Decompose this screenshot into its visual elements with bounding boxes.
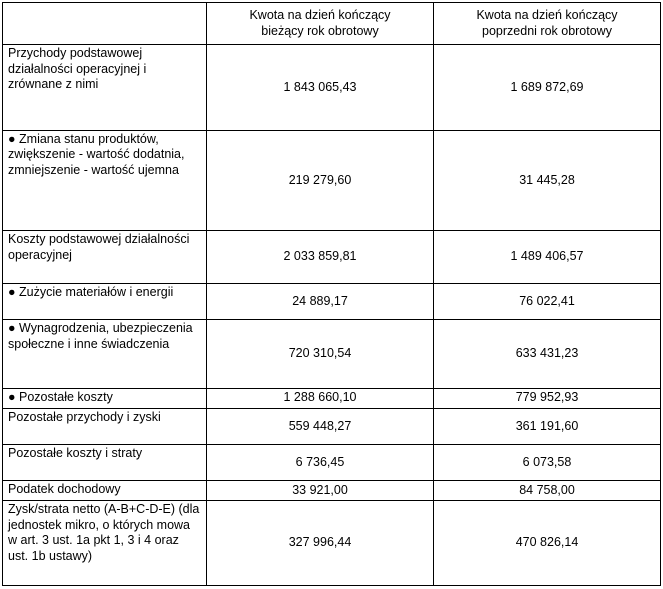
row-value-current: 1 843 065,43 xyxy=(207,45,434,131)
row-label: ● Zużycie materiałów i energii xyxy=(3,283,207,319)
row-label: Przychody podstawowej działalności operacyjnej i zrównane z nimi xyxy=(3,45,207,131)
row-value-current: 33 921,00 xyxy=(207,481,434,501)
row-label: ● Zmiana stanu produktów, zwiększenie - wartość dodatnia, zmniejszenie - wartość ujemna xyxy=(3,130,207,231)
header-row xyxy=(3,3,661,45)
row-value-current: 720 310,54 xyxy=(207,320,434,389)
table-row xyxy=(3,501,661,586)
table-row xyxy=(3,388,661,408)
row-label: ● Wynagrodzenia, ubezpieczenia społeczne i inne świadczenia xyxy=(3,320,207,389)
row-value-previous: 361 191,60 xyxy=(434,408,661,444)
row-label: Podatek dochodowy xyxy=(3,481,207,501)
row-value-previous: 6 073,58 xyxy=(434,444,661,480)
table-row xyxy=(3,444,661,480)
row-value-previous: 470 826,14 xyxy=(434,501,661,586)
row-value-current: 327 996,44 xyxy=(207,501,434,586)
row-label: Zysk/strata netto (A-B+C-D-E) (dla jednostek mikro, o których mowa w art. 3 ust. 1a pkt 1, 3 i 4 oraz ust. 1b ustawy) xyxy=(3,501,207,586)
row-value-previous: 31 445,28 xyxy=(434,130,661,231)
table-row xyxy=(3,130,661,231)
row-value-current: 1 288 660,10 xyxy=(207,388,434,408)
header-previous-year: Kwota na dzień kończący poprzedni rok obrotowy xyxy=(434,3,661,45)
table-row xyxy=(3,320,661,389)
financial-statement-table xyxy=(2,2,661,586)
row-value-current: 6 736,45 xyxy=(207,444,434,480)
table-row xyxy=(3,481,661,501)
row-value-previous: 76 022,41 xyxy=(434,283,661,319)
row-value-current: 559 448,27 xyxy=(207,408,434,444)
row-label: Pozostałe koszty i straty xyxy=(3,444,207,480)
table-row xyxy=(3,231,661,283)
row-value-previous: 633 431,23 xyxy=(434,320,661,389)
row-value-current: 219 279,60 xyxy=(207,130,434,231)
row-value-current: 2 033 859,81 xyxy=(207,231,434,283)
row-value-previous: 1 489 406,57 xyxy=(434,231,661,283)
row-value-previous: 1 689 872,69 xyxy=(434,45,661,131)
table-row xyxy=(3,283,661,319)
row-value-current: 24 889,17 xyxy=(207,283,434,319)
table-row xyxy=(3,408,661,444)
header-label-cell xyxy=(3,3,207,45)
row-label: Pozostałe przychody i zyski xyxy=(3,408,207,444)
row-label: Koszty podstawowej działalności operacyjnej xyxy=(3,231,207,283)
header-current-year: Kwota na dzień kończący bieżący rok obrotowy xyxy=(207,3,434,45)
row-value-previous: 84 758,00 xyxy=(434,481,661,501)
table-row xyxy=(3,45,661,131)
row-label: ● Pozostałe koszty xyxy=(3,388,207,408)
row-value-previous: 779 952,93 xyxy=(434,388,661,408)
